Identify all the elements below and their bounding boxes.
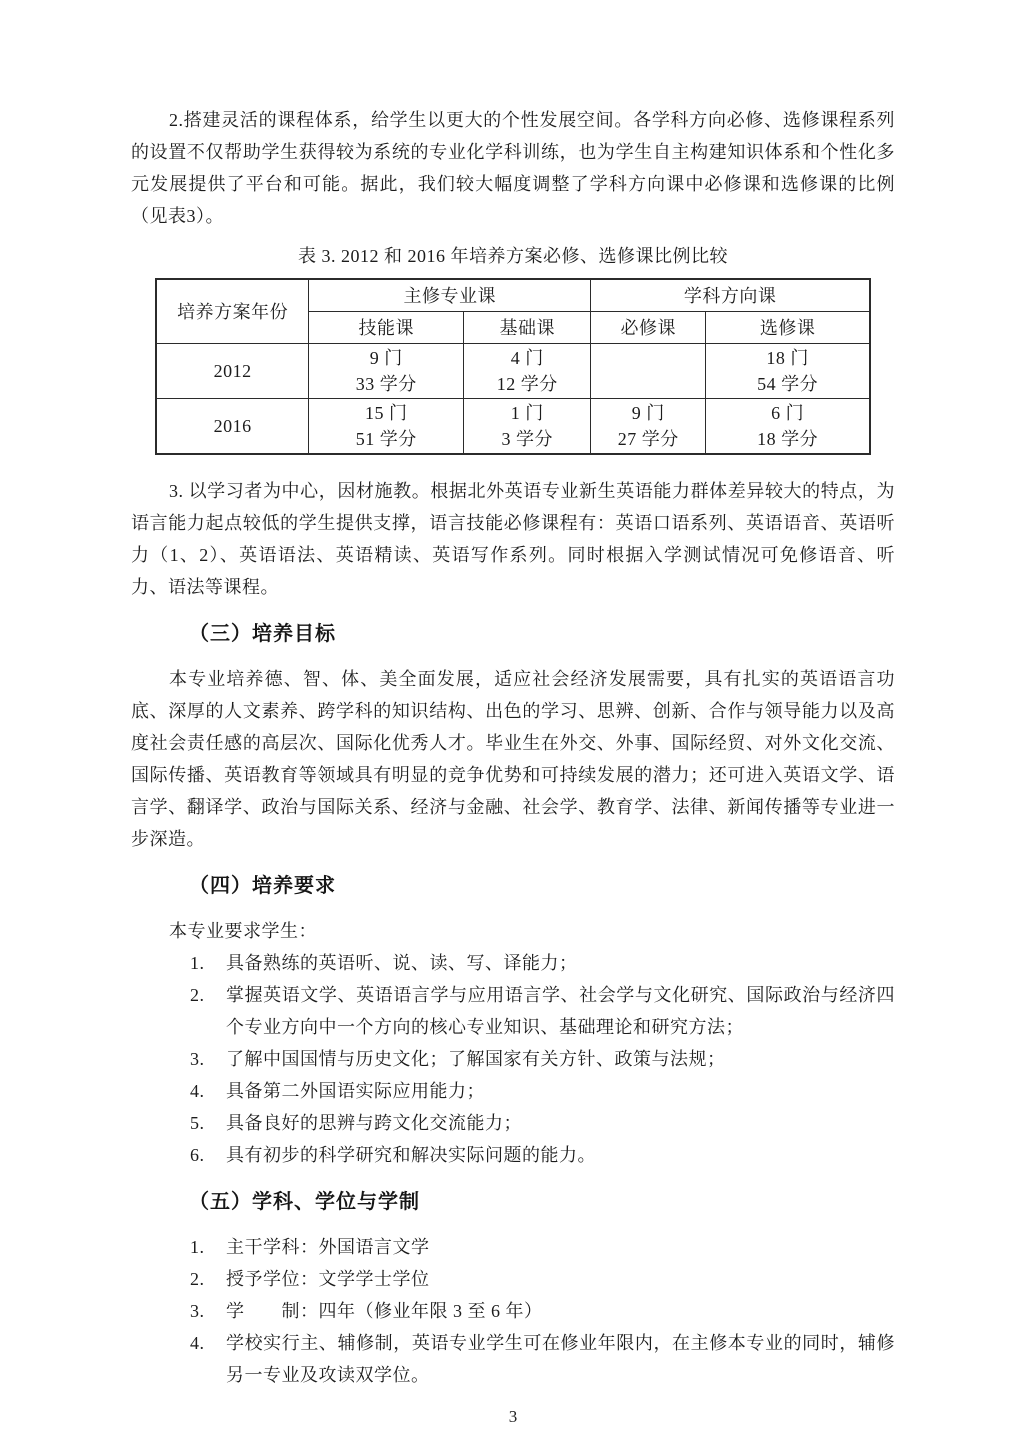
page-number: 3: [508, 1407, 518, 1426]
list-item-text: 学校实行主、辅修制，英语专业学生可在修业年限内，在主修本专业的同时，辅修另一专业及攻读双学位。: [226, 1333, 895, 1385]
list-item-number: 2.: [190, 985, 205, 1005]
cell-courses: 9 门: [631, 403, 665, 423]
list-item-number: 6.: [190, 1145, 205, 1165]
list-item: [131, 1107, 895, 1139]
table-subheader-basic-courses: 基础课: [464, 312, 591, 344]
cell-2012-required: [591, 344, 706, 399]
cell-year-2012: 2012: [156, 344, 309, 399]
cell-courses: 9 门: [369, 348, 403, 368]
list-item-text: 学 制：四年（修业年限 3 至 6 年）: [226, 1301, 543, 1321]
cell-year-2016: 2016: [156, 399, 309, 455]
list-item: [131, 947, 895, 979]
cell-2012-basic: [464, 344, 591, 399]
comparison-table: [155, 278, 871, 455]
paragraph-requirements-intro: 本专业要求学生：: [169, 921, 317, 941]
paragraph-learner-centered: 3. 以学习者为中心，因材施教。根据北外英语专业新生英语能力群体差异较大的特点，为语言能力起点较低的学生提供支撑，语言技能必修课程有：英语口语系列、英语语音、英语听力（1、2）、英语语法、英语精读、英语写作系列。同时根据入学测试情况可免修语音、听力、语法等课程。: [131, 481, 895, 597]
list-item-text: 具备熟练的英语听、说、读、写、译能力；: [226, 953, 578, 973]
table-subheader-required-courses: 必修课: [591, 312, 706, 344]
list-item: [131, 1043, 895, 1075]
table-row-2016: [156, 399, 870, 455]
list-item: [131, 1327, 895, 1391]
cell-courses: 1 门: [510, 403, 544, 423]
list-item: [131, 979, 895, 1043]
list-item: [131, 1231, 895, 1263]
cell-credits: 27 学分: [617, 429, 679, 449]
table-subheader-elective-courses: 选修课: [706, 312, 870, 344]
list-item-text: 具备良好的思辨与跨文化交流能力；: [226, 1113, 522, 1133]
list-item-text: 授予学位：文学学士学位: [226, 1269, 430, 1289]
list-item: [131, 1075, 895, 1107]
section-heading-discipline-degree-duration: （五）学科、学位与学制: [189, 1191, 420, 1213]
table-header-row-groups: [156, 279, 870, 312]
list-item-number: 2.: [190, 1269, 205, 1289]
list-item-text: 具备第二外国语实际应用能力；: [226, 1081, 485, 1101]
table-caption: 表 3. 2012 和 2016 年培养方案必修、选修课比例比较: [298, 246, 728, 266]
section-heading-training-objectives: （三）培养目标: [189, 623, 336, 645]
cell-2012-elective: [706, 344, 870, 399]
list-item: [131, 1139, 895, 1171]
list-item-text: 具有初步的科学研究和解决实际问题的能力。: [226, 1145, 596, 1165]
list-item-number: 1.: [190, 953, 205, 973]
cell-credits: 12 学分: [496, 374, 558, 394]
list-item-number: 3.: [190, 1301, 205, 1321]
list-item-number: 1.: [190, 1237, 205, 1257]
cell-courses: 18 门: [766, 348, 809, 368]
list-item-number: 5.: [190, 1113, 205, 1133]
table-header-major-courses: 主修专业课: [309, 279, 591, 312]
requirements-list: [131, 947, 895, 1171]
list-item-text: 掌握英语文学、英语语言学与应用语言学、社会学与文化研究、国际政治与经济四个专业方向中一个方向的核心专业知识、基础理论和研究方法；: [226, 985, 895, 1037]
cell-courses: 15 门: [365, 403, 408, 423]
cell-2016-required: [591, 399, 706, 455]
cell-2016-elective: [706, 399, 870, 455]
cell-credits: 51 学分: [355, 429, 417, 449]
cell-2012-skill: [309, 344, 464, 399]
table-header-direction-courses: 学科方向课: [591, 279, 870, 312]
table-subheader-skill-courses: 技能课: [309, 312, 464, 344]
paragraph-curriculum-system: 2.搭建灵活的课程体系，给学生以更大的个性发展空间。各学科方向必修、选修课程系列的设置不仅帮助学生获得较为系统的专业化学科训练，也为学生自主构建知识体系和个性化多元发展提供了平台和可能。据此，我们较大幅度调整了学科方向课中必修课和选修课的比例（见表3）。: [131, 110, 895, 226]
paragraph-training-objectives: 本专业培养德、智、体、美全面发展，适应社会经济发展需要，具有扎实的英语语言功底、深厚的人文素养、跨学科的知识结构、出色的学习、思辨、创新、合作与领导能力以及高度社会责任感的高层次、国际化优秀人才。毕业生在外交、外事、国际经贸、对外文化交流、国际传播、英语教育等领域具有明显的竞争优势和可持续发展的潜力；还可进入英语文学、语言学、翻译学、政治与国际关系、经济与金融、社会学、教育学、法律、新闻传播等专业进一步深造。: [131, 669, 895, 849]
list-item-text: 了解中国国情与历史文化；了解国家有关方针、政策与法规；: [226, 1049, 726, 1069]
list-item: [131, 1263, 895, 1295]
table-header-year: 培养方案年份: [156, 279, 309, 344]
cell-courses: 4 门: [510, 348, 544, 368]
cell-credits: 54 学分: [757, 374, 819, 394]
cell-2016-skill: [309, 399, 464, 455]
cell-credits: 18 学分: [757, 429, 819, 449]
cell-courses: 6 门: [771, 403, 805, 423]
cell-credits: 3 学分: [501, 429, 553, 449]
list-item-number: 3.: [190, 1049, 205, 1069]
list-item-number: 4.: [190, 1081, 205, 1101]
cell-2016-basic: [464, 399, 591, 455]
table-row-2012: [156, 344, 870, 399]
list-item: [131, 1295, 895, 1327]
section-heading-training-requirements: （四）培养要求: [189, 875, 336, 897]
discipline-degree-list: [131, 1231, 895, 1391]
list-item-number: 4.: [190, 1333, 205, 1353]
cell-credits: 33 学分: [355, 374, 417, 394]
list-item-text: 主干学科：外国语言文学: [226, 1237, 430, 1257]
